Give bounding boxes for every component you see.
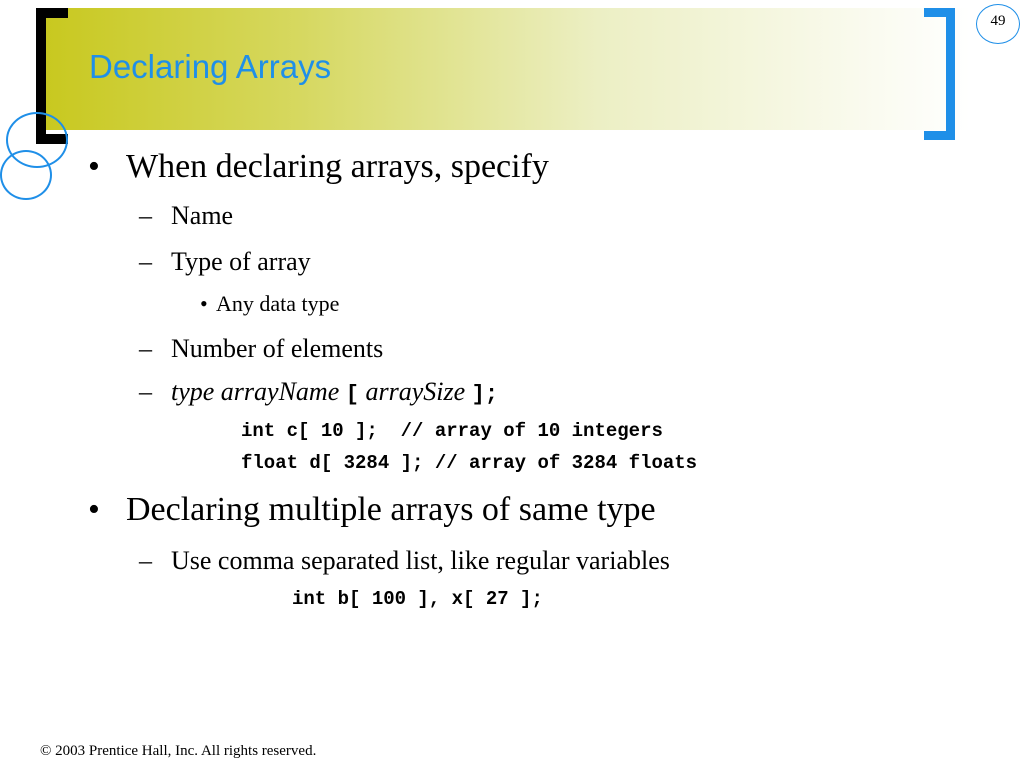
sub-sub-item-any-data-type: Any data type	[216, 291, 340, 316]
syntax-close-bracket: ];	[471, 382, 499, 407]
bullet-when-declaring: When declaring arrays, specify	[126, 148, 549, 185]
code-line-multiple-arrays: int b[ 100 ], x[ 27 ];	[292, 588, 543, 610]
code-line-float-array: float d[ 3284 ]; // array of 3284 floats	[241, 452, 698, 474]
syntax-array-size: arraySize	[365, 377, 466, 406]
dash-marker: –	[139, 201, 152, 230]
bullet-declaring-multiple: Declaring multiple arrays of same type	[126, 491, 656, 528]
sub-item-name: Name	[171, 201, 234, 230]
sub-item-type-of-array: Type of array	[171, 247, 311, 276]
syntax-type-name: type arrayName	[171, 377, 340, 406]
decorative-circle-bottom	[0, 150, 52, 200]
sub-item-number-of-elements: Number of elements	[171, 334, 384, 363]
sub-item-syntax	[171, 377, 498, 407]
dash-marker: –	[139, 247, 152, 276]
right-bracket-decoration	[924, 8, 955, 140]
code-line-int-array: int c[ 10 ]; // array of 10 integers	[241, 420, 663, 442]
copyright-footer: © 2003 Prentice Hall, Inc. All rights reserved.	[40, 743, 317, 759]
page-number: 49	[990, 13, 1006, 29]
sub-item-comma-list: Use comma separated list, like regular variables	[171, 546, 670, 575]
bullet-marker: •	[88, 148, 100, 185]
dash-marker: –	[139, 334, 152, 363]
bullet-marker: •	[200, 291, 208, 316]
syntax-open-bracket: [	[345, 382, 359, 407]
dash-marker: –	[139, 546, 152, 575]
slide-title: Declaring Arrays	[89, 48, 332, 85]
bullet-marker: •	[88, 491, 100, 528]
dash-marker: –	[139, 377, 152, 406]
